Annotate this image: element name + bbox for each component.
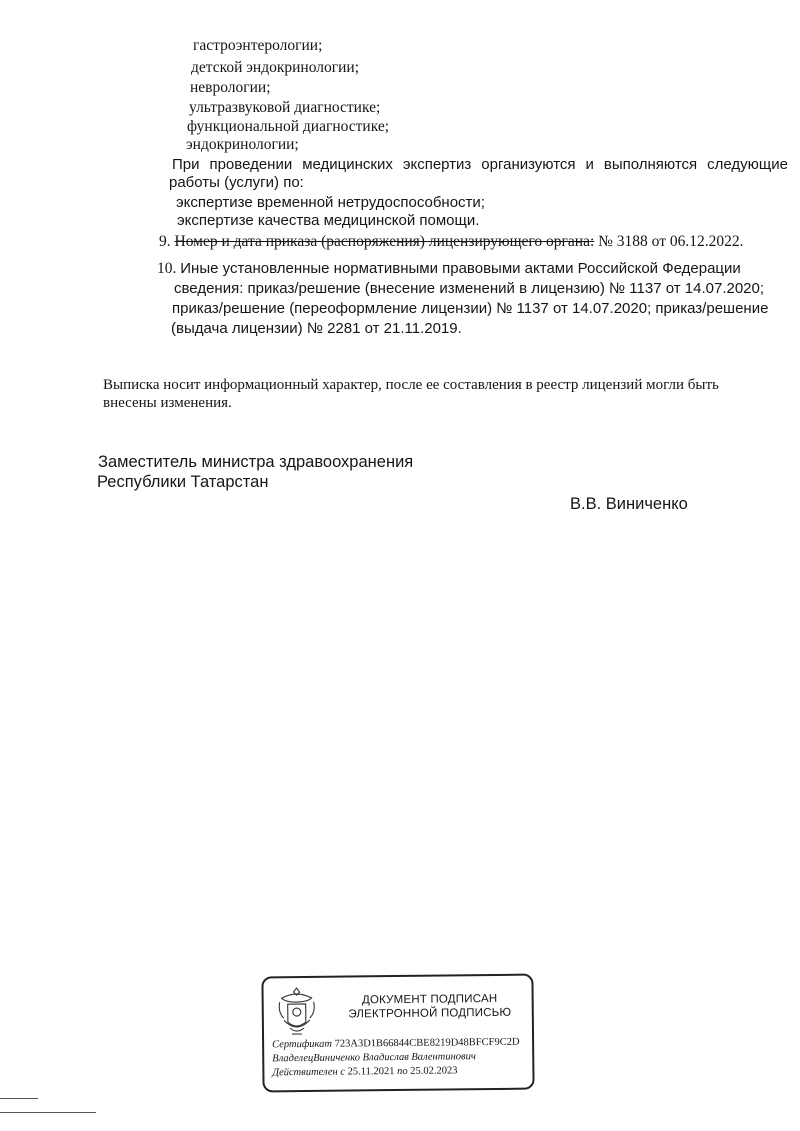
owner-info: ВладелецВиниченко Владислав Валентинович [272, 1051, 476, 1065]
scan-mark [0, 1112, 96, 1113]
list-item: ультразвуковой диагностике; [189, 99, 381, 116]
signatory-position: Заместитель министра здравоохранения [98, 453, 414, 471]
list-item: функциональной диагностике; [187, 118, 390, 135]
item-9-label: Номер и дата приказа (распоряжения) лицензирующего органа: [174, 233, 595, 250]
list-item: экспертизе временной нетрудоспособности; [176, 194, 485, 211]
item-10-line: сведения: приказ/решение (внесение изменений в лицензию) № 1137 от 14.07.2020; [174, 280, 765, 297]
item-10-line: приказ/решение (переоформление лицензии) № 1137 от 14.07.2020; приказ/решение [172, 300, 769, 317]
notice-line: внесены изменения. [103, 395, 232, 411]
signatory-position: Республики Татарстан [97, 473, 269, 491]
electronic-signature-stamp [261, 974, 534, 1093]
item-number: 9. [159, 233, 171, 250]
item-10-line: Иные установленные нормативными правовыми актами Российской Федерации [180, 260, 741, 277]
item-9-value: № 3188 от 06.12.2022. [598, 233, 744, 250]
paragraph-line: При проведении медицинских экспертиз организуются и выполняются следующие [172, 156, 788, 173]
coat-of-arms-icon [273, 984, 320, 1040]
list-item: гастроэнтерологии; [193, 37, 323, 54]
item-10 [157, 260, 741, 278]
signatory-name: В.В. Виниченко [570, 495, 688, 513]
notice-line: Выписка носит информационный характер, после ее составления в реестр лицензий могли быть [103, 377, 719, 393]
list-item: детской эндокринологии; [191, 59, 360, 76]
certificate-info: Сертификат 723A3D1B66844CBE8219D48BFCF9C2D [272, 1036, 520, 1051]
list-item: эндокринологии; [186, 136, 299, 153]
item-9 [159, 233, 744, 251]
paragraph-line: работы (услуги) по: [169, 174, 304, 191]
list-item: неврологии; [190, 79, 271, 96]
validity-info: Действителен с 25.11.2021 по 25.02.2023 [272, 1065, 458, 1079]
scan-mark [0, 1098, 38, 1099]
list-item: экспертизе качества медицинской помощи. [177, 212, 480, 229]
item-10-line: (выдача лицензии) № 2281 от 21.11.2019. [171, 320, 462, 337]
item-number: 10. [157, 260, 177, 277]
stamp-title: ДОКУМЕНТ ПОДПИСАН ЭЛЕКТРОННОЙ ПОДПИСЬЮ [348, 992, 512, 1021]
